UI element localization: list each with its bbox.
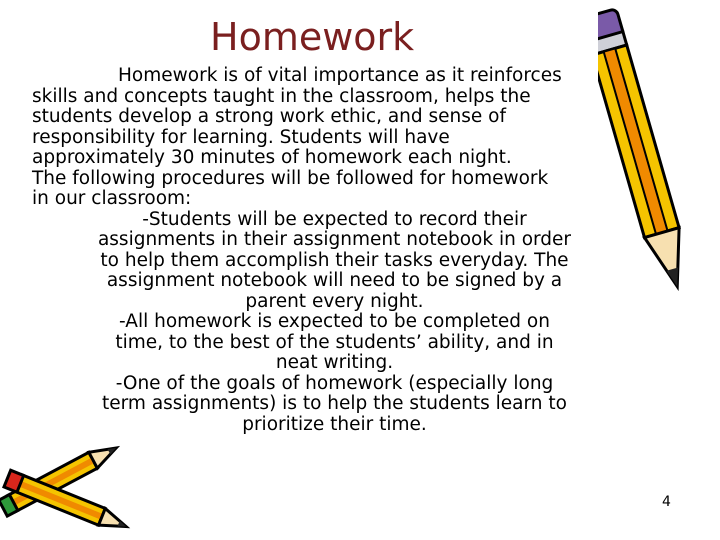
pencils-icon — [0, 425, 140, 540]
intro-line: students develop a strong work ethic, and sense of — [32, 106, 506, 127]
procedure-line: neat writing. — [275, 352, 394, 373]
intro-line: approximately 30 minutes of homework each night. — [32, 147, 512, 168]
procedure-line: assignments in their assignment notebook in order — [97, 229, 572, 250]
pencil-icon — [598, 0, 698, 330]
procedure-line: parent every night. — [245, 290, 424, 312]
procedure-line: -All homework is expected to be completed on — [119, 311, 550, 332]
procedure-line: prioritize their time. — [242, 413, 427, 435]
procedure-line: -Students will be expected to record their — [142, 208, 527, 230]
page-number: 4 — [662, 494, 671, 510]
procedure-line: time, to the best of the students’ ability, and in — [115, 331, 554, 353]
procedure-line: term assignments) is to help the students learn to — [102, 393, 567, 414]
intro-line: The following procedures will be followed for homework — [32, 167, 549, 189]
intro-line: responsibility for learning. Students will have — [32, 126, 450, 148]
intro-line: Homework is of vital importance as it reinforces — [118, 65, 562, 86]
intro-line: in our classroom: — [32, 188, 192, 209]
procedure-line: -One of the goals of homework (especially long — [115, 372, 554, 394]
procedure-line: to help them accomplish their tasks everyday. The — [100, 249, 569, 271]
slide-body — [32, 66, 637, 435]
slide-title: Homework — [210, 15, 415, 59]
intro-line: skills and concepts taught in the classroom, helps the — [32, 85, 531, 107]
procedure-line: assignment notebook will need to be signed by a — [106, 270, 563, 291]
